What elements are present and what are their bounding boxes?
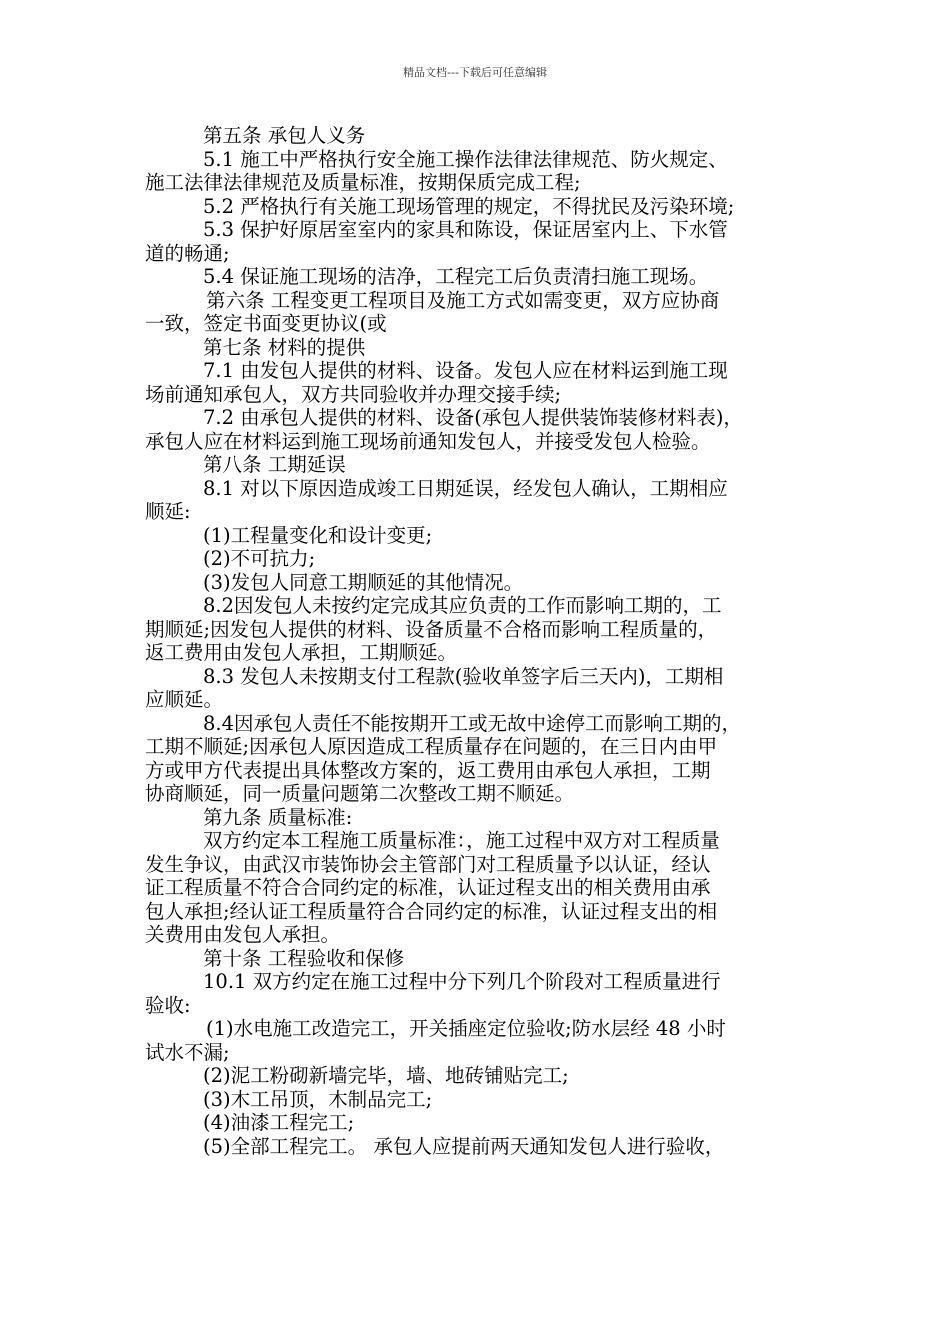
text-line: 一致，签定书面变更协议(或 — [145, 312, 387, 335]
text-line: 证工程质量不符合合同约定的标准，认证过程支出的相关费用由承 — [145, 876, 711, 899]
text-line: 8.2因发包人未按约定完成其应负责的工作而影响工期的，工 — [203, 594, 722, 617]
text-line: (2)不可抗力; — [203, 547, 316, 570]
text-line: 道的畅通; — [145, 241, 230, 265]
text-line: 关费用由发包人承担。 — [145, 923, 341, 946]
page-header: 精品文档---下载后可任意编辑 — [403, 66, 547, 79]
text-line: 8.1 对以下原因造成竣工日期延误，经发包人确认，工期相应 — [203, 476, 728, 500]
text-line: (1)水电施工改造完工，开关插座定位验收;防水层经 48 小时 — [206, 1017, 726, 1040]
text-line: 5.4 保证施工现场的洁净，工程完工后负责清扫施工现场。 — [203, 265, 709, 288]
text-line: 双方约定本工程施工质量标准：，施工过程中双方对工程质量 — [203, 829, 720, 852]
document-body — [145, 124, 825, 1158]
text-line: 发生争议，由武汉市装饰协会主管部门对工程质量予以认证，经认 — [145, 852, 711, 876]
text-line: 8.3 发包人未按期支付工程款(验收单签字后三天内)，工期相 — [203, 664, 724, 688]
text-line: 10.1 双方约定在施工过程中分下列几个阶段对工程质量进行 — [203, 970, 721, 993]
text-line: 5.1 施工中严格执行安全施工操作法律法律规范、防火规定、 — [203, 147, 728, 171]
text-line: 施工法律法律规范及质量标准，按期保质完成工程; — [145, 171, 581, 194]
text-line: 第九条 质量标准: — [203, 805, 353, 829]
text-line: 承包人应在材料运到施工现场前通知发包人，并接受发包人检验。 — [145, 429, 711, 453]
text-line: 期顺延;因发包人提供的材料、设备质量不合格而影响工程质量的， — [145, 617, 718, 641]
text-line: (2)泥工粉砌新墙完毕，墙、地砖铺贴完工; — [203, 1064, 569, 1087]
text-line: (5)全部工程完工。 承包人应提前两天通知发包人进行验收， — [203, 1134, 725, 1158]
text-line: 8.4因承包人责任不能按期开工或无故中途停工而影响工期的， — [203, 711, 742, 735]
text-line: 包人承担;经认证工程质量符合合同约定的标准，认证过程支出的相 — [145, 899, 718, 923]
text-line: 应顺延。 — [145, 688, 224, 711]
text-line: 第七条 材料的提供 — [203, 335, 366, 359]
text-line: 5.3 保护好原居室室内的家具和陈设，保证居室内上、下水管 — [203, 218, 728, 241]
text-line: 验收: — [145, 993, 191, 1017]
text-line: 工期不顺延;因承包人原因造成工程质量存在问题的，在三日内由甲 — [145, 735, 718, 758]
text-line: 顺延: — [145, 500, 191, 523]
text-line: 方或甲方代表提出具体整改方案的，返工费用由承包人承担，工期 — [145, 758, 711, 782]
text-line: 第八条 工期延误 — [203, 453, 346, 476]
text-line: (1)工程量变化和设计变更; — [203, 523, 433, 547]
text-line: 场前通知承包人，双方共同验收并办理交接手续; — [145, 382, 562, 406]
text-line: 试水不漏; — [145, 1040, 230, 1064]
text-line: 协商顺延，同一质量问题第二次整改工期不顺延。 — [145, 782, 575, 805]
text-line: 第六条 工程变更工程项目及施工方式如需变更，双方应协商 — [206, 288, 720, 312]
text-line: 返工费用由发包人承担，工期顺延。 — [145, 641, 458, 664]
text-line: 第五条 承包人义务 — [203, 124, 366, 147]
text-line: (3)发包人同意工期顺延的其他情况。 — [203, 570, 524, 594]
text-line: 7.1 由发包人提供的材料、设备。发包人应在材料运到施工现 — [203, 359, 728, 382]
text-line: 第十条 工程验收和保修 — [203, 946, 405, 970]
text-line: (3)木工吊顶，木制品完工; — [203, 1087, 433, 1111]
text-line: (4)油漆工程完工; — [203, 1111, 355, 1134]
text-line: 7.2 由承包人提供的材料、设备(承包人提供装饰装修材料表)， — [203, 406, 743, 429]
text-line: 5.2 严格执行有关施工现场管理的规定，不得扰民及污染环境; — [203, 194, 735, 218]
